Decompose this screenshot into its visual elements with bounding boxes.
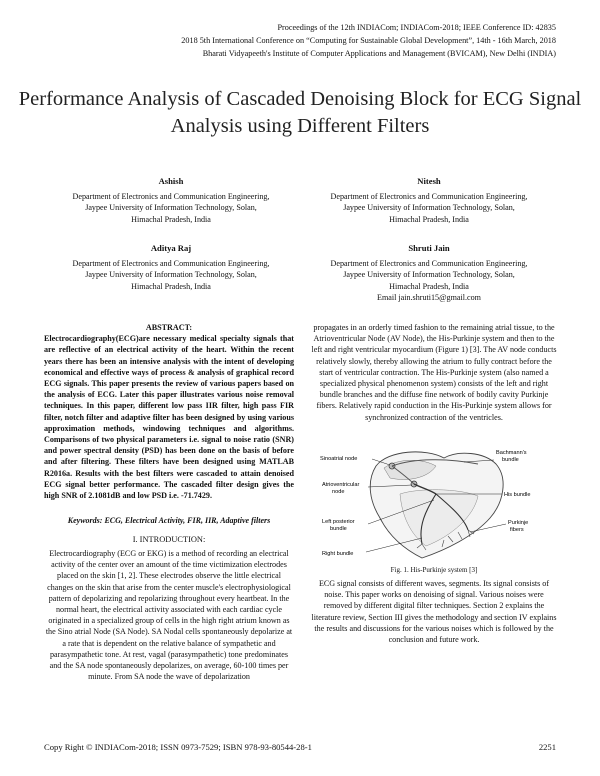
author-dept: Department of Electronics and Communication Engineering, [72, 258, 270, 268]
author-location: Himachal Pradesh, India [131, 214, 211, 224]
abstract [44, 322, 294, 501]
author-dept: Department of Electronics and Communication Engineering, [330, 191, 528, 201]
author-dept: Department of Electronics and Communication Engineering, [330, 258, 528, 268]
paper-title: Performance Analysis of Cascaded Denoising Block for ECG Signal Analysis using Different Filters [18, 88, 582, 137]
author-name: Nitesh [417, 176, 441, 186]
author-name: Aditya Raj [150, 243, 192, 253]
conference-header-line-3: Bharati Vidyapeeth's Institute of Computer Applications and Management (BVICAM), New Delhi (INDIA) [202, 49, 556, 58]
label-bachmanns-bundle: bundle [502, 457, 519, 463]
figure-caption: Fig. 1. His-Purkinje system [3] [390, 566, 478, 574]
label-his-bundle: His bundle [504, 492, 531, 498]
right-column-paragraph-2: ECG signal consists of different waves, segments. Its signal consists of noise. This paper works on denoising of signal. Various noises were removed by different digital filter techniques. Section 2 explains the literature review, Section III gives the methodology and section IV explains the results and discussions for the various noises which is followed by the conclusion and future work. [311, 579, 557, 645]
label-sinoatrial-node: Sinoatrial node [320, 456, 358, 462]
label-purkinje-fibers: fibers [510, 527, 524, 533]
label-left-posterior: Left posterior [322, 519, 355, 525]
abstract-text: Electrocardiography(ECG)are necessary medical specialty signals that are reflective of an electrical activity of the heart. Within the recent years there has been an intensive analysis with the intent of developing economical and effective ways of process & analysis of graphical record ECG signals. This paper presents the review of various papers based on the analysis of ECG. Later this paper illustrates various noise removal techniques. In this paper, different low pass IIR filter, high pass FIR filter, notch filter and adaptive filter has been designed by using various approximation methods, windowing techniques and algorithms. Comparisons of two physical parameters i.e. signal to noise ratio (SNR) and power spectral density (PSD) has been done on the basis of before and after filtering. These filters have been designed using MATLAB R2016a. Results with the best filters were cascaded to attain denoised ECG signal better performance. The cascaded filter design gives the high SNR of 2.1081dB and low PSD i.e. -71.7429. [44, 334, 294, 501]
author-univ: Jaypee University of Information Technology, Solan, [343, 270, 515, 280]
label-atrioventricular: Atrioventricular [322, 482, 360, 488]
section-heading-introduction: I. INTRODUCTION: [132, 535, 206, 544]
author-block-aditya-raj [46, 243, 296, 292]
author-email: Email jain.shruti15@gmail.com [377, 293, 481, 303]
author-location: Himachal Pradesh, India [389, 281, 469, 291]
label-av-node: node [332, 489, 345, 495]
conference-header-line-2: 2018 5th International Conference on “Computing for Sustainable Global Development”, 14th - 16th March, 2018 [181, 36, 556, 45]
author-univ: Jaypee University of Information Technology, Solan, [343, 203, 515, 213]
copyright-footer: Copy Right © INDIACom-2018; ISSN 0973-7529; ISBN 978-93-80544-28-1 [44, 742, 312, 752]
author-dept: Department of Electronics and Communication Engineering, [72, 191, 270, 201]
author-univ: Jaypee University of Information Technology, Solan, [85, 270, 257, 280]
author-name: Ashish [158, 176, 184, 186]
author-block-ashish [46, 176, 296, 225]
introduction-paragraph: Electrocardiography (ECG or EKG) is a method of recording an electrical activity of the center over an amount of the time victimization electrodes placed on the skin [1, 2]. These electrodes observe the little electrical changes on the skin that arise from the center muscle's electrophysiological pattern of depolarizing and repolarizing throughout every heartbeat. In the normal heart, the electrical activity associated with each cardiac cycle originated in a specialized group of cells in the high right atrium known as the Sino atrial Node (SA Node). SA Nodal cells spontaneously depolarize at a rate that is dependent on the relative balance of sympathetic and parasympathetic tone. At rest, vagal (parasympathetic) tone predominates and the SA node spontaneously depolarizes, on average, 60-100 times per minute. From SA node the wave of depolarization [45, 549, 293, 682]
author-block-shruti-jain [304, 243, 554, 304]
author-location: Himachal Pradesh, India [389, 214, 469, 224]
author-univ: Jaypee University of Information Technology, Solan, [85, 203, 257, 213]
label-purkinje: Purkinje [508, 520, 529, 526]
label-left-posterior-bundle: bundle [330, 526, 347, 532]
keywords: Keywords: ECG, Electrical Activity, FIR, IIR, Adaptive filters [67, 516, 271, 525]
author-location: Himachal Pradesh, India [131, 281, 211, 291]
abstract-heading: ABSTRACT: [145, 323, 193, 332]
author-name: Shruti Jain [408, 243, 450, 253]
label-bachmanns: Bachmann's [496, 450, 527, 456]
author-block-nitesh [304, 176, 554, 225]
conference-header-line-1: Proceedings of the 12th INDIACom; INDIACom-2018; IEEE Conference ID: 42835 [277, 23, 556, 32]
right-column-paragraph-1: propagates in an orderly timed fashion to the remaining atrial tissue, to the Atrioventricular Node (AV Node), the His-Purkinje system and then to the left and right ventricular myocardium (Figure 1) [3]. The AV node conducts relatively slowly, thereby allowing the atrium to fully contract before the start of ventricular contraction. The His-Purkinje system (also named a specialized physical phenomenon system) consists of the left and right bundle branches and the diffuse fine network of bodily cavity Purkinje fibers. Relatively rapid conduction in the His-Purkinje system allows for synchronized contraction of the ventricles. [311, 323, 557, 422]
his-purkinje-figure [318, 444, 550, 562]
page-number: 2251 [538, 742, 556, 752]
label-right-bundle: Right bundle [322, 551, 354, 557]
